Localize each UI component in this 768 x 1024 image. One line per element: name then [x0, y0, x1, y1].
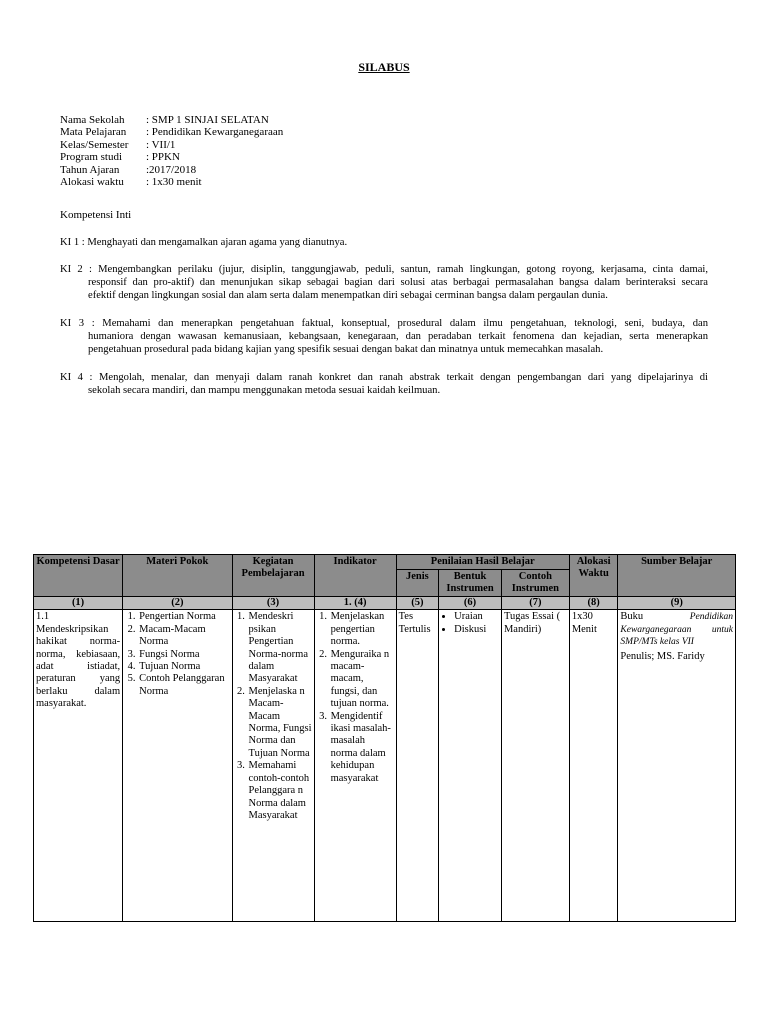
info-value: : SMP 1 SINJAI SELATAN	[146, 114, 269, 126]
contoh-cell: Tugas Essai ( Mandiri)	[501, 610, 569, 922]
info-row	[60, 126, 283, 138]
sumber-book-title: Pendidikan Kewarganegaraan untuk SMP/MTs kelas VII	[620, 612, 733, 648]
col-number: (9)	[618, 597, 736, 610]
sumber-author: Penulis; MS. Faridy	[620, 650, 705, 662]
bentuk-item: • Uraian	[454, 611, 499, 623]
kegiatan-item: 3. Memahami contoh-contoh Pelanggara n Norma dalam Masyarakat	[248, 760, 312, 822]
col-number: (8)	[569, 597, 618, 610]
info-row	[60, 176, 283, 188]
header-contoh: Contoh Instrumen	[501, 570, 569, 597]
info-label: Program studi	[60, 151, 123, 164]
col-number: (6)	[439, 597, 502, 610]
kegiatan-item: 2. Menjelaska n Macam-Macam Norma, Fungsi Norma dan Tujuan Norma	[248, 686, 312, 760]
sumber-prefix: Buku	[620, 611, 644, 623]
header-kegiatan: Kegiatan Pembelajaran	[232, 555, 314, 597]
ki-1	[60, 236, 708, 249]
alokasi-cell: 1x30 Menit	[569, 610, 618, 922]
info-value: : PPKN	[146, 151, 180, 164]
info-label: Nama Sekolah	[60, 114, 125, 126]
header-bentuk: Bentuk Instrumen	[439, 570, 502, 597]
info-label: Tahun Ajaran	[60, 163, 120, 176]
info-value: : VII/1	[146, 138, 176, 151]
info-value: : Pendidikan Kewarganegaraan	[146, 126, 284, 139]
materi-item: 4. Tujuan Norma	[138, 661, 229, 673]
materi-item: 5. Contoh Pelanggaran Norma	[138, 673, 229, 698]
info-value: :2017/2018	[146, 163, 197, 176]
header-penilaian: Penilaian Hasil Belajar	[396, 555, 569, 570]
materi-item: 1. Pengertian Norma	[138, 611, 229, 623]
indikator-cell	[314, 610, 396, 922]
materi-item: 3. Fungsi Norma	[138, 649, 229, 661]
indikator-item: 2. Menguraika n macam-macam, fungsi, dan tujuan norma.	[330, 649, 394, 711]
header-kompetensi-dasar: Kompetensi Dasar	[34, 555, 123, 597]
bentuk-item: • Diskusi	[454, 624, 499, 636]
col-number: (7)	[501, 597, 569, 610]
info-row	[60, 114, 283, 126]
info-row	[60, 151, 283, 163]
info-label: Mata Pelajaran	[60, 126, 127, 139]
col-number: (5)	[396, 597, 439, 610]
col-number: (2)	[123, 597, 232, 610]
header-materi-pokok: Materi Pokok	[123, 555, 232, 597]
sumber-cell	[618, 610, 736, 922]
ki-3	[60, 317, 708, 357]
page-title: SILABUS	[358, 60, 410, 74]
info-row	[60, 164, 283, 176]
ki-2-line: KI 2 : Mengembangkan perilaku (jujur, disiplin, tanggungjawab, peduli, santun, ramah lingkungan, gotong royong, kerjasama, cinta damai,	[60, 264, 708, 275]
kegiatan-cell	[232, 610, 314, 922]
ki-4-line: KI 4 : Mengolah, menalar, dan menyaji dalam ranah konkret dan ranah abstrak terkait dengan pengembangan dari yang dipelajarinya di	[60, 372, 708, 383]
ki-4-line: sekolah secara mandiri, dan mampu menggunakan metoda sesuai kaidah keilmuan.	[88, 385, 441, 397]
info-value: : 1x30 menit	[146, 176, 202, 189]
materi-item: 2. Macam-Macam Norma	[138, 624, 229, 649]
col-number: (1)	[34, 597, 123, 610]
ki-4	[60, 371, 708, 397]
ki-3-line: KI 3 : Memahami dan menerapkan pengetahuan faktual, konseptual, prosedural dalam ilmu pengetahuan, teknologi, seni, budaya, dan	[60, 318, 708, 329]
indikator-item: 1. Menjelaskan pengertian norma.	[330, 611, 394, 648]
ki-3-line: humaniora dengan wawasan kemanusiaan, kebangsaan, kenegaraan, dan peradaban terkait fenomena dan kejadian, serta menerapkan	[88, 331, 708, 343]
header-sumber: Sumber Belajar	[618, 555, 736, 597]
info-row	[60, 139, 283, 151]
header-jenis: Jenis	[396, 570, 439, 597]
syllabus-table	[33, 554, 736, 922]
ki-2	[60, 263, 708, 303]
header-indikator: Indikator	[314, 555, 396, 597]
ki-2-line: responsif dan pro-aktif) dan menunjukan sikap sebagai bagian dari solusi atas berbagai permasalahan bangsa dalam berinteraksi secara	[88, 277, 708, 289]
col-number: (3)	[232, 597, 314, 610]
kompetensi-inti-heading: Kompetensi Inti	[60, 209, 132, 221]
school-info	[60, 114, 283, 188]
header-alokasi: Alokasi Waktu	[569, 555, 618, 597]
col-number: 1. (4)	[314, 597, 396, 610]
info-label: Kelas/Semester	[60, 138, 129, 151]
indikator-item: 3. Mengidentif ikasi masalah-masalah norma dalam kehidupan masyarakat	[330, 711, 394, 785]
ki-1-line: KI 1 : Menghayati dan mengamalkan ajaran agama yang dianutnya.	[60, 237, 348, 248]
kd-cell: 1.1 Mendeskripsikan hakikat norma-norma, kebiasaan, adat istiadat, peraturan yang berlaku dalam masyarakat.	[34, 610, 123, 922]
ki-3-line: pengetahuan prosedural pada bidang kajian yang spesifik sesuai dengan bakat dan minatnya untuk memecahkan masalah.	[88, 344, 604, 356]
kegiatan-item: 1. Mendeskri psikan Pengertian Norma-norma dalam Masyarakat	[248, 611, 312, 685]
jenis-cell: Tes Tertulis	[396, 610, 439, 922]
materi-cell	[123, 610, 232, 922]
info-label: Alokasi waktu	[60, 176, 124, 189]
ki-2-line: efektif dengan lingkungan sosial dan alam serta dalam menempatkan diri sebagai cerminan bangsa dalam pergaulan dunia.	[88, 290, 608, 302]
bentuk-cell	[439, 610, 502, 922]
